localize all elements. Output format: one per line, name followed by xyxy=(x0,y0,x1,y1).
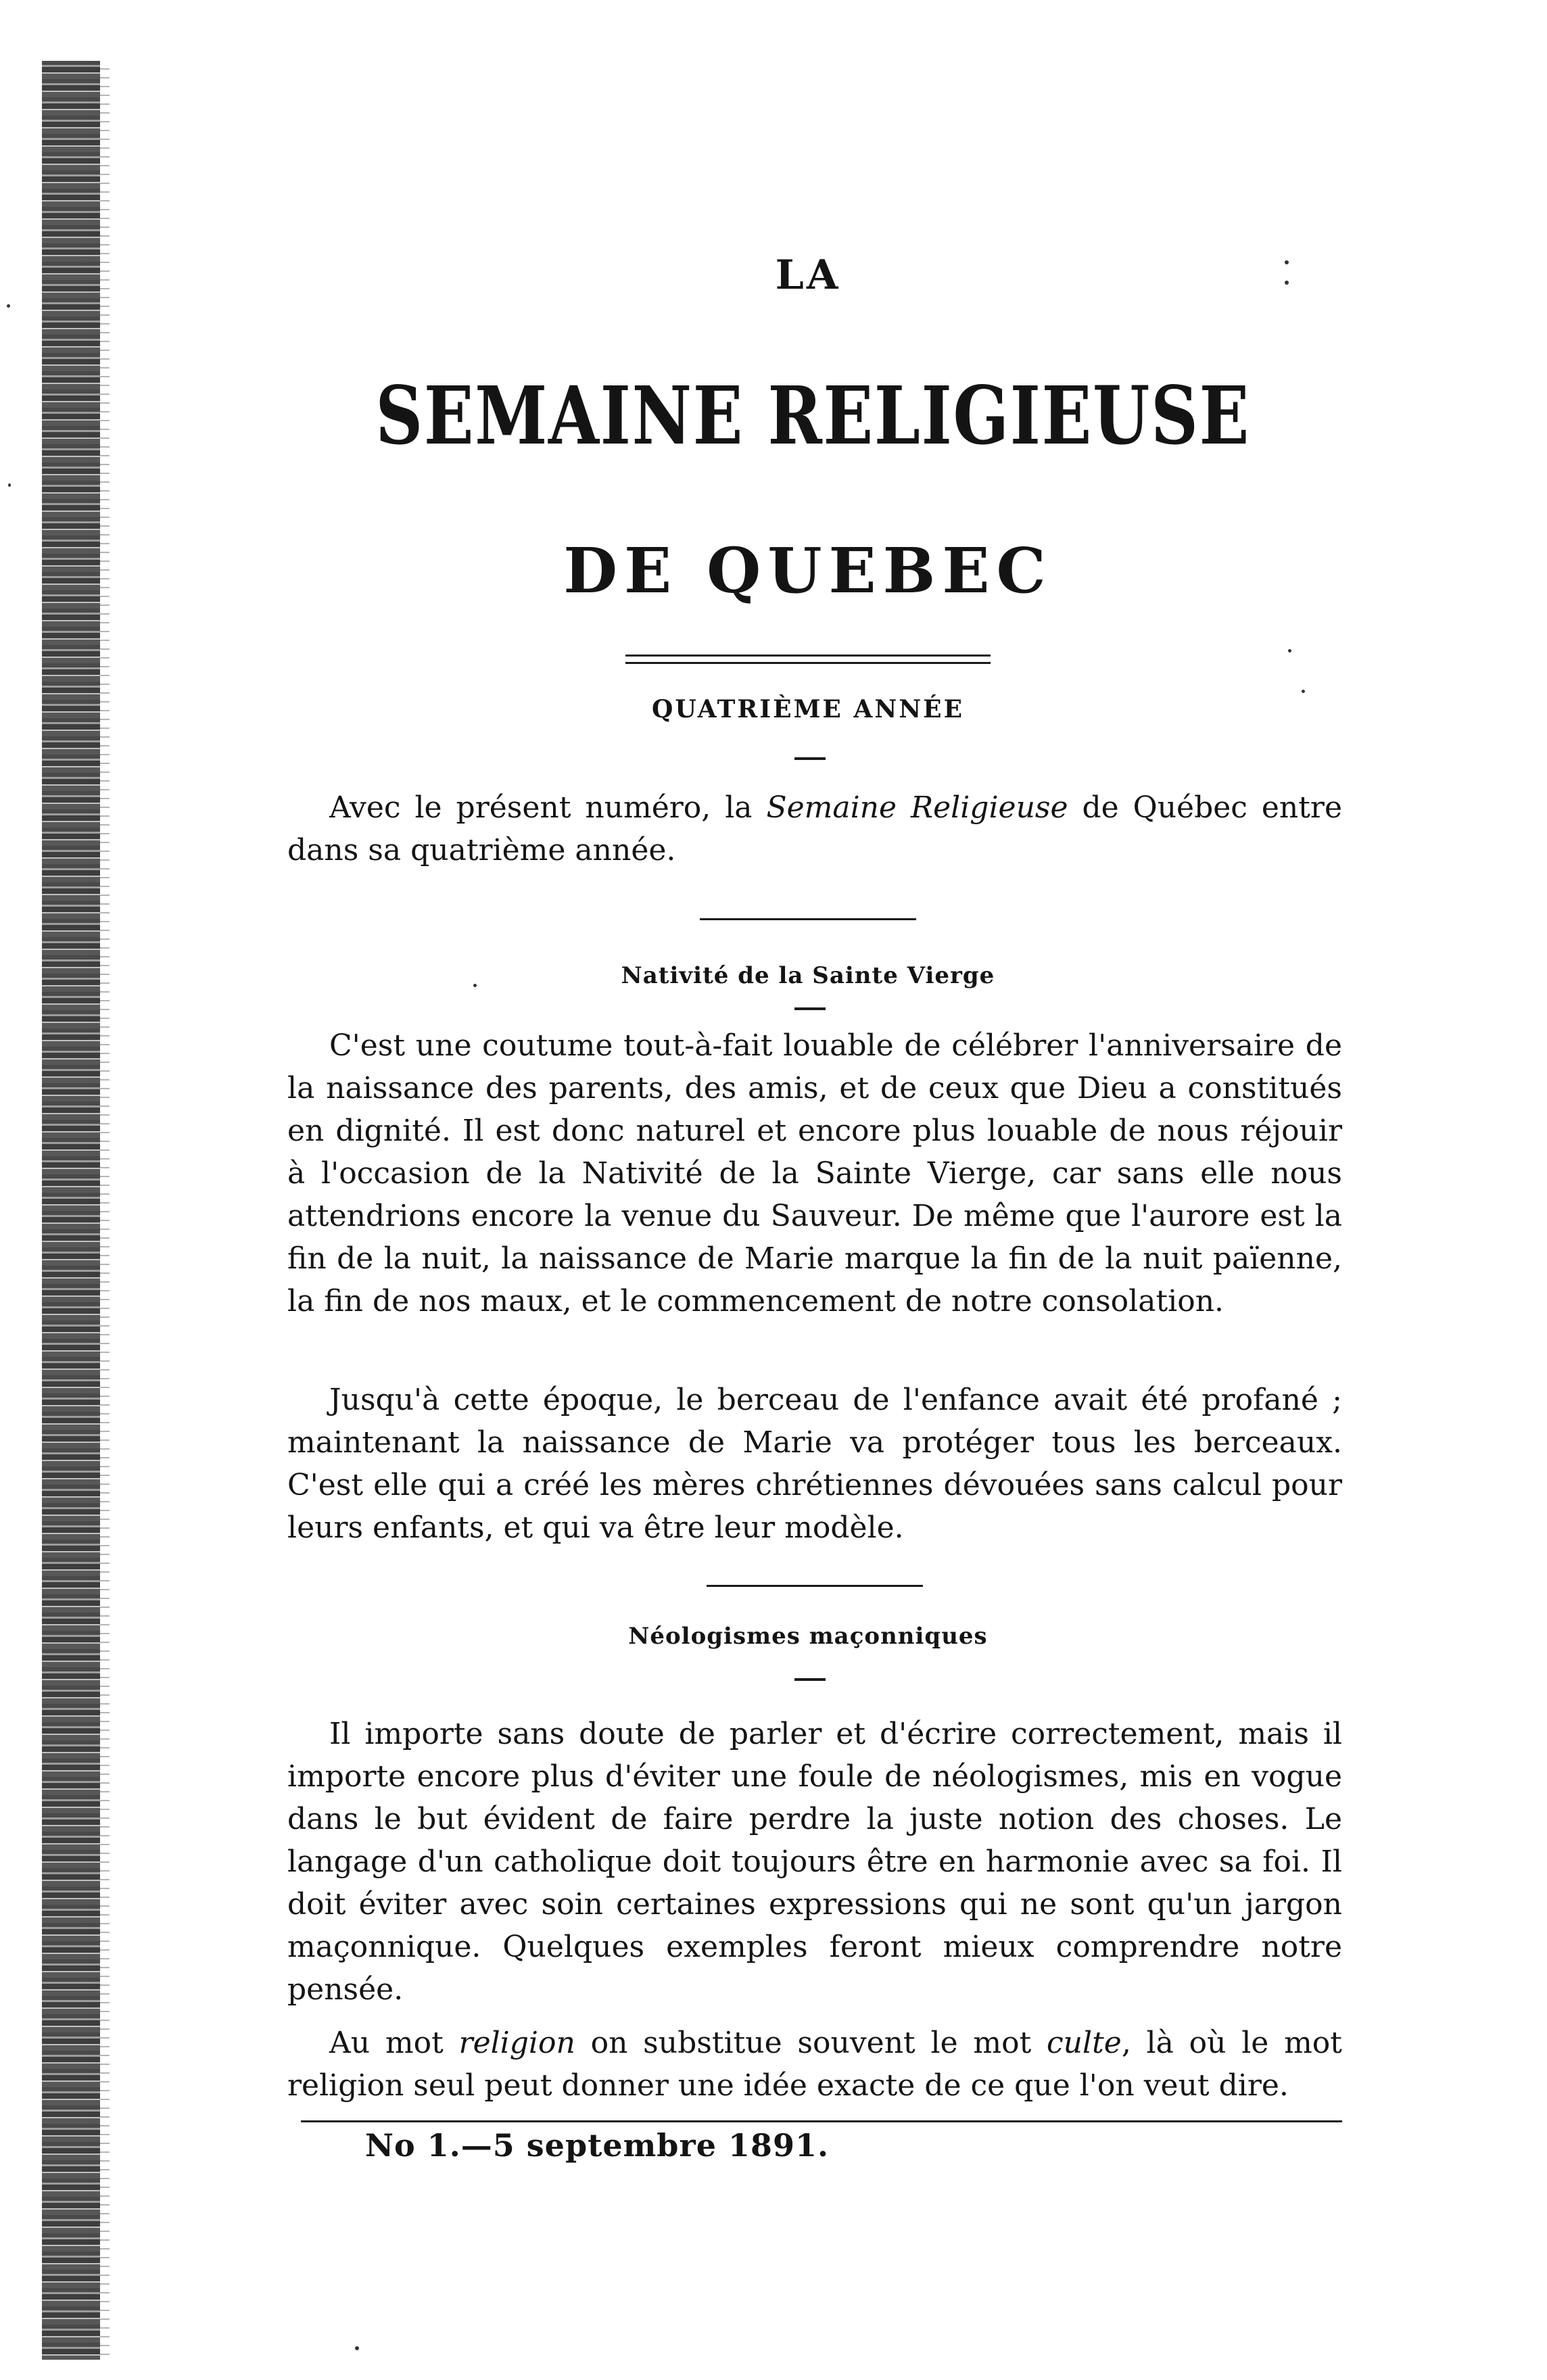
intro-text-after: de Québec entre dans sa quatrième année. xyxy=(287,790,1342,867)
scan-speck xyxy=(7,304,10,308)
section2-last-part1: Au mot xyxy=(329,2026,459,2060)
section-divider xyxy=(707,1585,923,1587)
section2-title: Néologismes maçonniques xyxy=(628,1623,988,1650)
document-page xyxy=(281,0,1342,2380)
section2-paragraph-1: Il importe sans doute de parler et d'écrire correctement, mais il importe encore plus d'éviter une foule de néologismes, mis en vogue dans le but évident de faire perdre la juste notion des choses. Le langage d'un catholique doit toujours être en harmonie avec sa foi. Il doit éviter avec soin certaines expressions qui ne sont qu'un jargon maçonnique. Quelques exemples feront mieux comprendre notre pensée. xyxy=(287,1717,1342,2007)
section2-last-part2: on substitue souvent le mot xyxy=(575,2026,1047,2060)
issue-note: No 1.—5 septembre 1891. xyxy=(365,2127,830,2164)
masthead-city: DE QUEBEC xyxy=(563,534,1053,607)
intro-paragraph xyxy=(287,786,1342,872)
section1-title: Nativité de la Sainte Vierge xyxy=(621,962,995,989)
masthead-double-rule xyxy=(625,654,991,664)
masthead-title: SEMAINE RELIGIEUSE xyxy=(375,368,1251,462)
year-heading: QUATRIÈME ANNÉE xyxy=(651,695,965,723)
section2-last-italic2: culte xyxy=(1047,2026,1122,2060)
year-dash xyxy=(794,757,826,760)
section-divider xyxy=(700,918,916,920)
section1-paragraph-1: C'est une coutume tout-à-fait louable de célébrer l'anniversaire de la naissance des parents, des amis, et de ceux que Dieu a constitués en dignité. Il est donc naturel et encore plus louable de nous réjouir à l'occasion de la Nativité de la Sainte Vierge, car sans elle nous attendrions encore la venue du Sauveur. De même que l'aurore est la fin de la nuit, la naissance de Marie marque la fin de la nuit païenne, la fin de nos maux, et le commencement de notre consolation. xyxy=(287,1028,1342,1318)
intro-italic: Semaine Religieuse xyxy=(766,790,1068,825)
footer-rule xyxy=(301,2120,1342,2122)
section2-last-italic1: religion xyxy=(458,2026,575,2060)
scan-speck xyxy=(8,483,11,487)
section2-last-part3: , là où le mot religion seul peut donner une idée exacte de ce que l'on veut dire. xyxy=(287,2026,1342,2103)
section1-paragraph-2: Jusqu'à cette époque, le berceau de l'enfance avait été profané ; maintenant la naissance de Marie va protéger tous les berceaux. C'est elle qui a créé les mères chrétiennes dévouées sans calcul pour leurs enfants, et qui va être leur modèle. xyxy=(287,1383,1342,1545)
masthead-article: LA xyxy=(775,252,841,299)
section1-dash xyxy=(794,1007,826,1010)
intro-text-before: Avec le présent numéro, la xyxy=(329,790,767,825)
section2-paragraph-2 xyxy=(287,2022,1342,2107)
section2-dash xyxy=(794,1678,826,1681)
binding-edge xyxy=(42,61,100,2360)
